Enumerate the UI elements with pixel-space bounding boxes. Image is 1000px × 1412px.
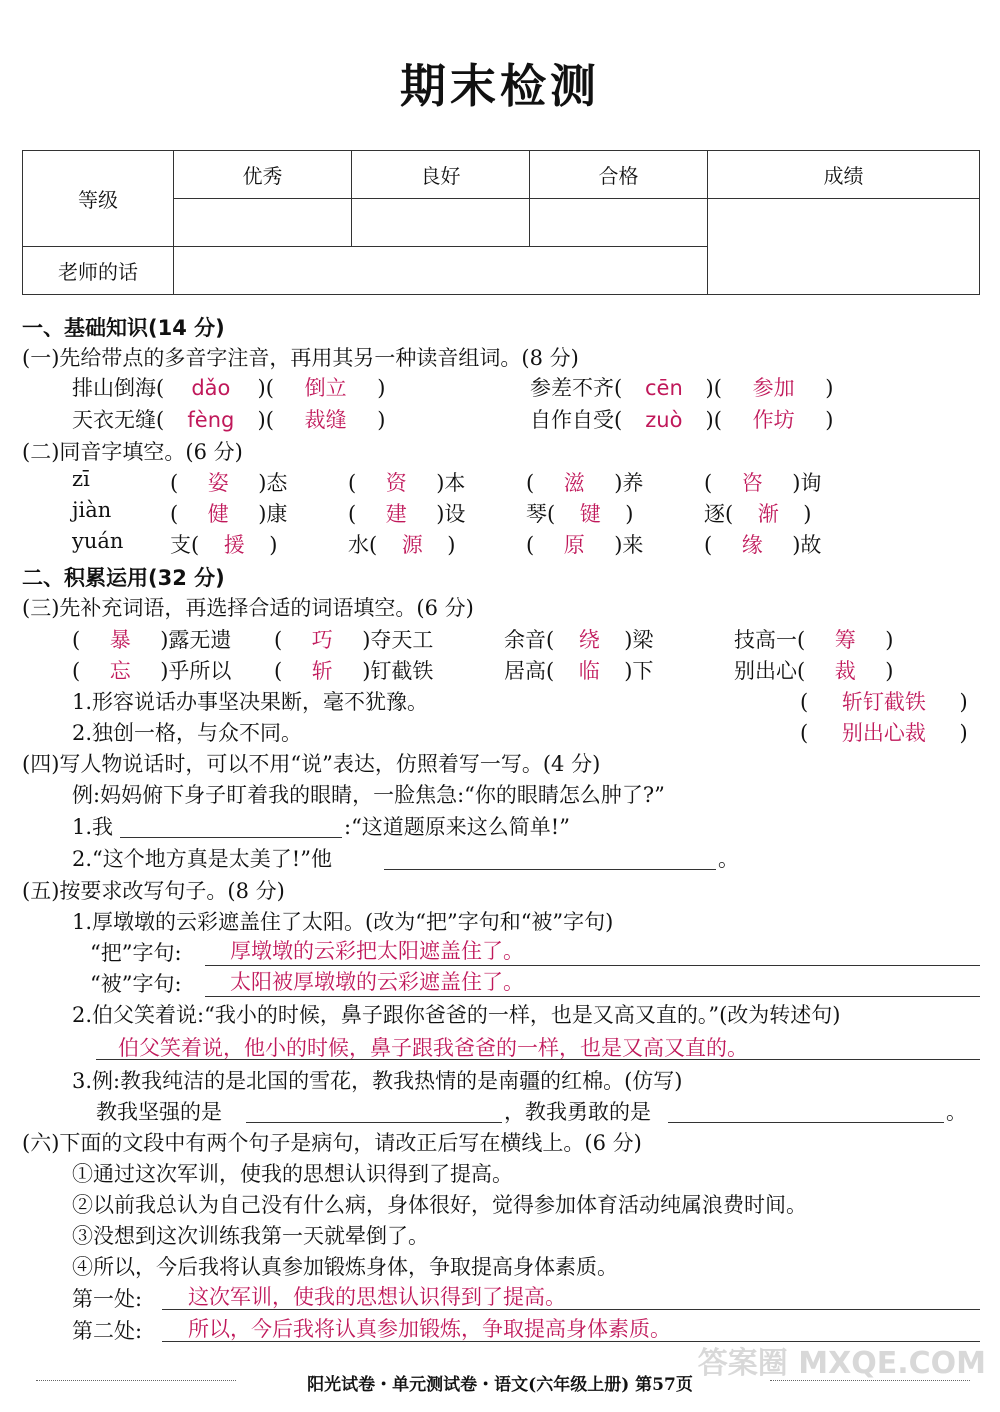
q4-s1-end: :“这道题原来这么简单!” <box>344 815 570 839</box>
level-good: 良好 <box>352 151 530 199</box>
q3-cell: ( 斩 )钉截铁 <box>274 659 434 683</box>
level-pass: 合格 <box>530 151 708 199</box>
q5-bei-label: “被”字句: <box>90 972 182 996</box>
q5-s3-blank-1[interactable] <box>246 1122 502 1123</box>
page-title: 期末检测 <box>400 59 600 113</box>
q6-first-label: 第一处: <box>72 1287 143 1311</box>
q3-sub-1: 1.形容说话办事坚决果断，毫不犹豫。 <box>72 690 429 714</box>
q4-s1-start: 1.我 <box>72 815 114 839</box>
pass-cell[interactable] <box>530 199 708 247</box>
grade-table <box>22 150 980 295</box>
q2-pinyin-2: jiàn <box>72 498 112 522</box>
q6-first-answer: 这次军训，使我的思想认识得到了提高。 <box>188 1285 566 1309</box>
q6-second-answer: 所以，今后我将认真参加锻炼，争取提高身体素质。 <box>188 1317 671 1341</box>
q4-s2-end: 。 <box>718 847 739 871</box>
q2-cell: ( 姿 )态 <box>170 471 288 495</box>
teacher-label: 老师的话 <box>23 247 174 295</box>
q4-s2-blank[interactable] <box>384 869 716 870</box>
q1-item-2: 参差不齐( cēn )( 参加 ) <box>530 376 834 400</box>
q5-s2: 2.伯父笑着说:“我小的时候，鼻子跟你爸爸的一样，也是又高又直的。”(改为转述句) <box>72 1003 841 1027</box>
q2-pinyin-3: yuán <box>72 529 124 553</box>
q5-bei-blank[interactable] <box>205 996 980 997</box>
q3-cell: 余音( 绕 )梁 <box>504 628 654 652</box>
good-cell[interactable] <box>352 199 530 247</box>
q2-cell: ( 咨 )询 <box>704 471 822 495</box>
score-label: 成绩 <box>708 151 980 199</box>
q2-cell: ( 健 )康 <box>170 502 288 526</box>
q2-pinyin-1: zī <box>72 467 90 491</box>
teacher-comment-cell[interactable] <box>174 247 708 295</box>
q3-sub-1-answer: ( 斩钉截铁 ) <box>800 690 968 714</box>
q6-line-4: ④所以，今后我将认真参加锻炼身体，争取提高身体素质。 <box>72 1255 618 1279</box>
page-footer: 阳光试卷・单元测试卷・语文(六年级上册) 第57页 <box>307 1375 693 1395</box>
q2-cell: ( 缘 )故 <box>704 533 822 557</box>
q4-title: (四)写人物说话时，可以不用“说”表达，仿照着写一写。(4 分) <box>22 752 601 776</box>
q1-title: (一)先给带点的多音字注音，再用其另一种读音组词。(8 分) <box>22 346 579 370</box>
level-excellent: 优秀 <box>174 151 352 199</box>
q5-s3-blank-2[interactable] <box>668 1122 944 1123</box>
q3-cell: ( 暴 )露无遗 <box>72 628 232 652</box>
score-cell[interactable] <box>708 199 980 295</box>
q4-example: 例:妈妈俯下身子盯着我的眼睛，一脸焦急:“你的眼睛怎么肿了?” <box>72 783 665 807</box>
section-1-title: 一、基础知识(14 分) <box>22 316 225 340</box>
q1-item-4: 自作自受( zuò )( 作坊 ) <box>530 408 834 432</box>
q5-s2-answer: 伯父笑着说，他小的时候，鼻子跟我爸爸的一样，也是又高又直的。 <box>118 1036 748 1060</box>
q2-cell: 支( 援 ) <box>170 533 278 557</box>
q2-title: (二)同音字填空。(6 分) <box>22 440 243 464</box>
q2-cell: ( 建 )设 <box>348 502 466 526</box>
q2-cell: ( 资 )本 <box>348 471 466 495</box>
q3-cell: 技高一( 筹 ) <box>734 628 894 652</box>
q5-s2-blank[interactable] <box>96 1059 980 1060</box>
q2-cell: ( 滋 )养 <box>526 471 644 495</box>
q3-cell: 居高( 临 )下 <box>504 659 654 683</box>
q5-title: (五)按要求改写句子。(8 分) <box>22 879 285 903</box>
q1-item-1: 排山倒海( dǎo )( 倒立 ) <box>72 376 386 400</box>
q2-cell: 逐( 渐 ) <box>704 502 812 526</box>
q5-s3-end: 。 <box>946 1100 967 1124</box>
q6-second-label: 第二处: <box>72 1319 143 1343</box>
q6-line-2: ②以前我总认为自己没有什么病，身体很好，觉得参加体育活动纯属浪费时间。 <box>72 1193 807 1217</box>
q5-s1: 1.厚墩墩的云彩遮盖住了太阳。(改为“把”字句和“被”字句) <box>72 910 614 934</box>
q6-line-1: ①通过这次军训，使我的思想认识得到了提高。 <box>72 1162 513 1186</box>
q3-cell: ( 巧 )夺天工 <box>274 628 434 652</box>
q5-s3-start: 教我坚强的是 <box>96 1100 222 1124</box>
excellent-cell[interactable] <box>174 199 352 247</box>
watermark: 答案圈 MXQE.COM <box>697 1346 986 1381</box>
q5-s3-mid: ，教我勇敢的是 <box>504 1100 651 1124</box>
grade-label: 等级 <box>23 151 174 247</box>
q3-cell: ( 忘 )乎所以 <box>72 659 232 683</box>
q3-sub-2-answer: ( 别出心裁 ) <box>800 721 968 745</box>
q2-cell: 水( 源 ) <box>348 533 456 557</box>
q3-sub-2: 2.独创一格，与众不同。 <box>72 721 303 745</box>
q6-title: (六)下面的文段中有两个句子是病句，请改正后写在横线上。(6 分) <box>22 1131 642 1155</box>
q6-first-blank[interactable] <box>162 1309 980 1310</box>
q5-ba-answer: 厚墩墩的云彩把太阳遮盖住了。 <box>230 939 524 963</box>
q5-bei-answer: 太阳被厚墩墩的云彩遮盖住了。 <box>230 970 524 994</box>
q4-s1-blank[interactable] <box>120 837 342 838</box>
q2-cell: 琴( 键 ) <box>526 502 634 526</box>
section-2-title: 二、积累运用(32 分) <box>22 566 225 590</box>
q3-cell: 别出心( 裁 ) <box>734 659 894 683</box>
q5-s3: 3.例:教我纯洁的是北国的雪花，教我热情的是南疆的红棉。(仿写) <box>72 1069 683 1093</box>
q1-item-3: 天衣无缝( fèng )( 裁缝 ) <box>72 408 386 432</box>
q2-cell: ( 原 )来 <box>526 533 644 557</box>
q6-line-3: ③没想到这次训练我第一天就晕倒了。 <box>72 1224 429 1248</box>
q4-s2-start: 2.“这个地方真是太美了!”他 <box>72 847 332 871</box>
q5-ba-label: “把”字句: <box>90 941 182 965</box>
q3-title: (三)先补充词语，再选择合适的词语填空。(6 分) <box>22 596 474 620</box>
